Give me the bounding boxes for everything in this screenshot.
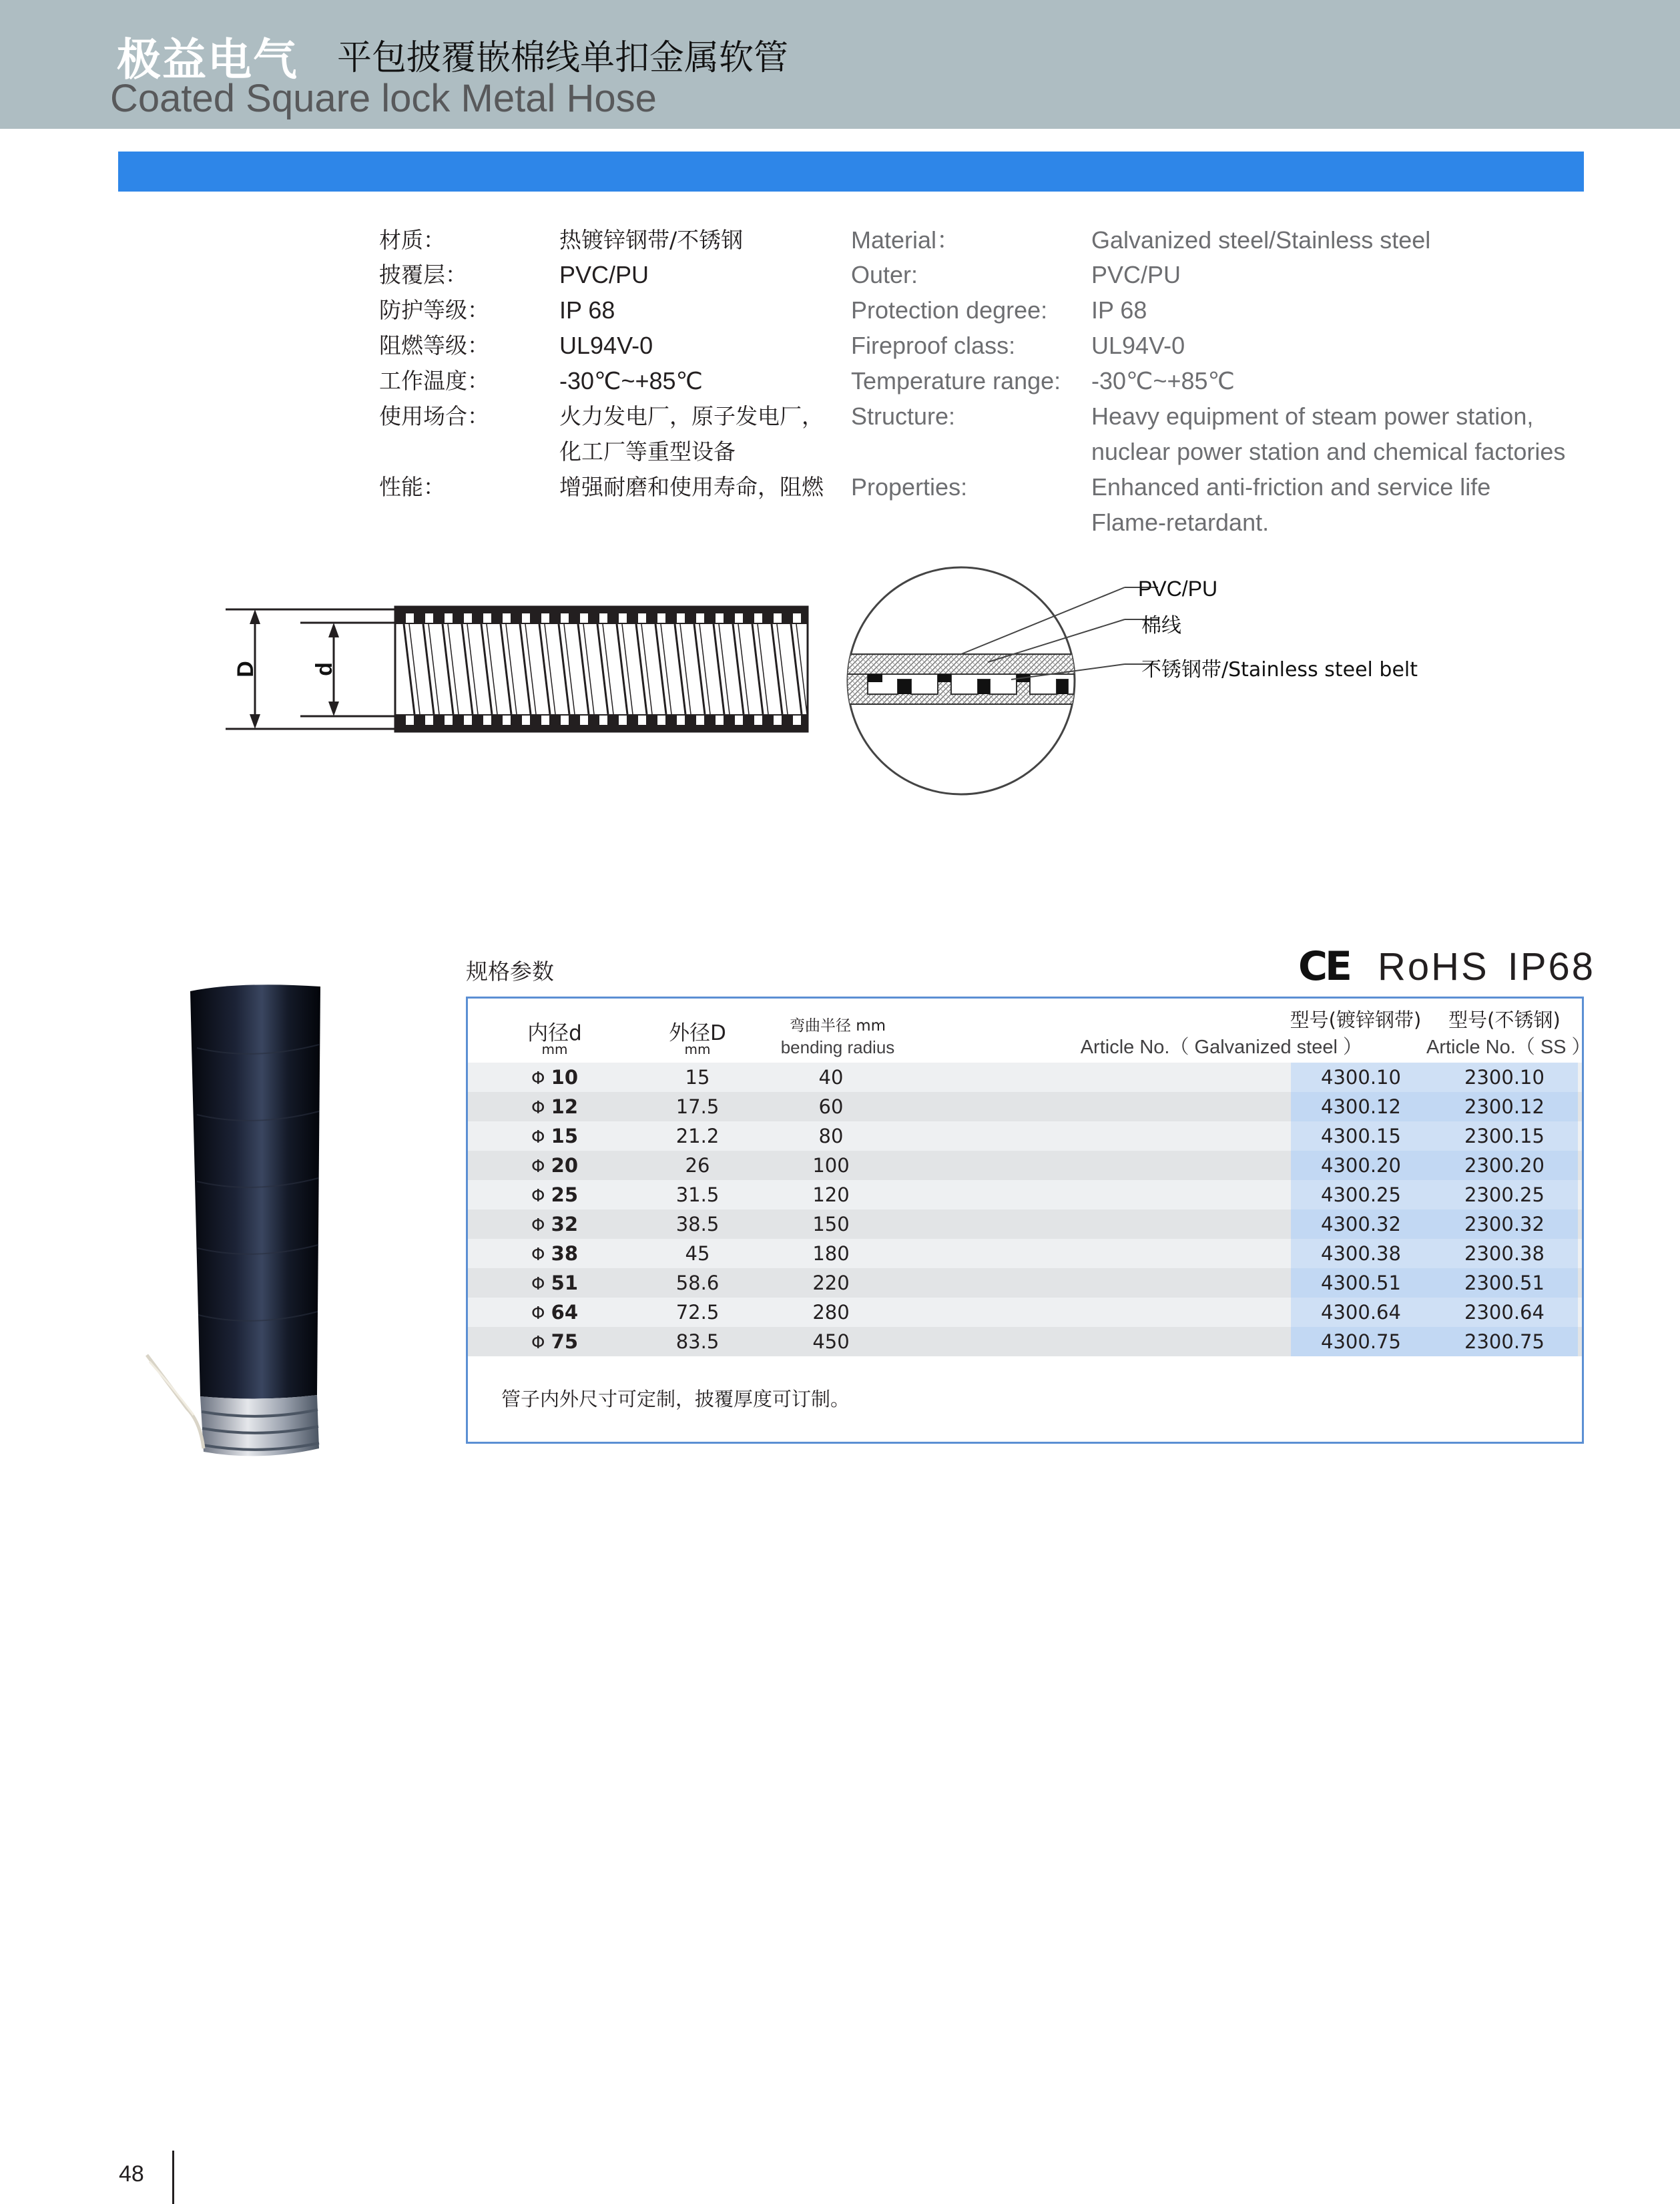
header-outer-diameter: 外径D xyxy=(669,1021,726,1045)
cell-article-galvanized: 4300.51 xyxy=(1291,1268,1431,1298)
hose-rib-gap xyxy=(774,716,782,725)
phi-symbol: Φ xyxy=(531,1186,545,1206)
hose-rib-gap xyxy=(696,716,704,725)
table-row xyxy=(468,1092,1582,1121)
cell-outer-diameter: 38.5 xyxy=(675,1213,720,1235)
hose-rib-gap xyxy=(483,716,491,725)
inner-diameter-value: 15 xyxy=(551,1125,579,1147)
prop-value-en: nuclear power station and chemical factories xyxy=(1091,438,1566,465)
hose-rib-gap xyxy=(522,613,530,623)
spec-table-body xyxy=(468,1063,1582,1356)
hose-rib-gap xyxy=(754,613,762,623)
cell-inner-diameter xyxy=(508,1239,601,1268)
hose-rib-gap xyxy=(638,613,646,623)
spec-note: 管子内外尺寸可定制，披覆厚度可订制。 xyxy=(501,1388,850,1410)
prop-value-zh: 增强耐磨和使用寿命，阻燃 xyxy=(559,474,824,500)
prop-label-en: Properties: xyxy=(851,473,968,501)
cell-inner-diameter xyxy=(508,1180,601,1209)
prop-value-en: UL94V-0 xyxy=(1091,332,1185,359)
hose-rib-gap xyxy=(425,613,433,623)
table-row xyxy=(468,1268,1582,1298)
hose-rib-gap xyxy=(735,716,743,725)
hose-rib-gap xyxy=(503,716,511,725)
cell-inner-diameter xyxy=(508,1327,601,1356)
cell-article-galvanized: 4300.38 xyxy=(1291,1239,1431,1268)
cell-article-ss: 2300.38 xyxy=(1431,1239,1578,1268)
cell-article-ss: 2300.20 xyxy=(1431,1151,1578,1180)
cell-article-ss: 2300.10 xyxy=(1431,1063,1578,1092)
prop-value-en: IP 68 xyxy=(1091,296,1147,324)
cell-outer-diameter: 83.5 xyxy=(675,1330,720,1353)
header-outer-diameter-unit: mm xyxy=(684,1041,711,1057)
cell-outer-diameter: 72.5 xyxy=(675,1301,720,1324)
prop-label-en: Temperature range: xyxy=(851,367,1061,394)
header-inner-diameter-unit: mm xyxy=(541,1041,568,1057)
cell-bending-radius: 220 xyxy=(812,1272,850,1294)
prop-value-en: Flame-retardant. xyxy=(1091,509,1270,536)
phi-symbol: Φ xyxy=(531,1098,545,1118)
table-row xyxy=(468,1151,1582,1180)
hose-dimension-diagram xyxy=(220,597,821,748)
cell-bending-radius: 450 xyxy=(812,1330,850,1353)
header-galvanized-en: Article No.（ Galvanized steel ） xyxy=(1080,1037,1362,1058)
cell-bending-radius: 180 xyxy=(812,1242,850,1265)
header-inner-diameter: 内径d xyxy=(527,1021,582,1045)
cell-article-galvanized: 4300.20 xyxy=(1291,1151,1431,1180)
hose-rib-gap xyxy=(445,716,453,725)
ip68-cert: IP68 xyxy=(1507,944,1596,989)
hose-rib-gap xyxy=(657,613,665,623)
cell-article-ss: 2300.25 xyxy=(1431,1180,1578,1209)
hose-rib-gap xyxy=(677,613,685,623)
hose-rib-gap xyxy=(483,613,491,623)
prop-value-zh: 化工厂等重型设备 xyxy=(559,439,736,465)
hose-rib-gap xyxy=(696,613,704,623)
cell-inner-diameter xyxy=(508,1092,601,1121)
inner-diameter-value: 64 xyxy=(551,1301,579,1324)
hose-rib-gap xyxy=(599,716,607,725)
cell-inner-diameter xyxy=(508,1063,601,1092)
hose-rib-gap xyxy=(735,613,743,623)
phi-symbol: Φ xyxy=(531,1333,545,1353)
cell-bending-radius: 150 xyxy=(812,1213,850,1235)
hose-rib-gap xyxy=(580,716,588,725)
hose-rib-gap xyxy=(541,716,549,725)
phi-symbol: Φ xyxy=(531,1157,545,1177)
prop-label-zh: 阻燃等级： xyxy=(379,332,489,358)
hose-rib-gap xyxy=(657,716,665,725)
cell-bending-radius: 60 xyxy=(818,1095,844,1118)
prop-label-zh: 防护等级： xyxy=(379,297,489,323)
cell-inner-diameter xyxy=(508,1121,601,1151)
cell-outer-diameter: 17.5 xyxy=(675,1095,720,1118)
prop-label-zh: 性能： xyxy=(379,474,445,500)
cell-outer-diameter: 21.2 xyxy=(675,1125,720,1147)
prop-value-zh: PVC/PU xyxy=(559,261,649,288)
hose-rib-gap xyxy=(754,716,762,725)
hose-rib-gap xyxy=(445,613,453,623)
hose-side-view xyxy=(220,597,821,748)
outer-diameter-label: D xyxy=(232,661,258,677)
prop-value-zh: 火力发电厂，原子发电厂， xyxy=(559,403,824,429)
hose-rib-gap xyxy=(503,613,511,623)
table-row xyxy=(468,1327,1582,1356)
hose-rib-gap xyxy=(561,716,569,725)
table-row xyxy=(468,1063,1582,1092)
cell-outer-diameter: 31.5 xyxy=(675,1183,720,1206)
cell-bending-radius: 40 xyxy=(818,1066,844,1089)
cell-outer-diameter: 58.6 xyxy=(675,1272,720,1294)
product-photo xyxy=(140,981,340,1488)
prop-value-en: Galvanized steel/Stainless steel xyxy=(1091,226,1431,254)
phi-symbol: Φ xyxy=(531,1069,545,1089)
hose-rib-gap xyxy=(793,613,801,623)
hose-rib-gap xyxy=(522,716,530,725)
prop-label-en: Protection degree: xyxy=(851,296,1048,324)
hose-rib-gap xyxy=(793,716,801,725)
prop-label-en: Outer: xyxy=(851,261,918,288)
prop-value-en: Enhanced anti-friction and service life xyxy=(1091,473,1491,501)
phi-symbol: Φ xyxy=(531,1245,545,1265)
page-divider xyxy=(172,2151,174,2204)
prop-value-zh: 热镀锌钢带/不锈钢 xyxy=(559,227,744,253)
hose-rib-gap xyxy=(406,716,414,725)
phi-symbol: Φ xyxy=(531,1274,545,1294)
prop-label-en: Fireproof class: xyxy=(851,332,1016,359)
spec-section-title: 规格参数 xyxy=(466,958,554,985)
hose-rib-gap xyxy=(619,716,627,725)
cell-article-galvanized: 4300.75 xyxy=(1291,1327,1431,1356)
cell-bending-radius: 280 xyxy=(812,1301,850,1324)
hose-rib-gap xyxy=(774,613,782,623)
cell-outer-diameter: 15 xyxy=(685,1066,710,1089)
cell-article-ss: 2300.12 xyxy=(1431,1092,1578,1121)
prop-value-en: PVC/PU xyxy=(1091,261,1181,288)
cell-article-galvanized: 4300.15 xyxy=(1291,1121,1431,1151)
cell-bending-radius: 100 xyxy=(812,1154,850,1177)
cross-section-diagram xyxy=(844,561,1512,801)
prop-value-zh: UL94V-0 xyxy=(559,332,653,359)
header-bending-radius-zh: 弯曲半径 mm xyxy=(789,1017,886,1035)
inner-diameter-value: 51 xyxy=(551,1272,579,1294)
hose-rib-gap xyxy=(619,613,627,623)
product-title-en: Coated Square lock Metal Hose xyxy=(110,77,657,120)
prop-value-en: Heavy equipment of steam power station, xyxy=(1091,402,1534,430)
cell-inner-diameter xyxy=(508,1209,601,1239)
cell-article-galvanized: 4300.10 xyxy=(1291,1063,1431,1092)
page-number: 48 xyxy=(119,2161,144,2187)
phi-symbol: Φ xyxy=(531,1304,545,1324)
prop-value-zh: IP 68 xyxy=(559,296,615,324)
hose-rib-gap xyxy=(716,613,724,623)
ce-mark-icon: CE xyxy=(1298,943,1350,990)
callout-pvc-pu: PVC/PU xyxy=(1138,577,1218,601)
inner-diameter-label: d xyxy=(311,662,337,676)
inner-diameter-value: 10 xyxy=(551,1066,579,1089)
phi-symbol: Φ xyxy=(531,1215,545,1235)
hose-photo-illustration xyxy=(140,981,340,1488)
cell-article-galvanized: 4300.25 xyxy=(1291,1180,1431,1209)
properties-section xyxy=(0,0,1680,547)
table-row xyxy=(468,1298,1582,1327)
cell-article-ss: 2300.64 xyxy=(1431,1298,1578,1327)
hose-rib-gap xyxy=(677,716,685,725)
cell-outer-diameter: 26 xyxy=(685,1154,710,1177)
prop-label-zh: 材质： xyxy=(379,227,445,253)
hose-rib-gap xyxy=(599,613,607,623)
prop-label-zh: 使用场合： xyxy=(379,403,489,429)
hose-rib-gap xyxy=(638,716,646,725)
cell-bending-radius: 120 xyxy=(812,1183,850,1206)
callout-steel-belt: 不锈钢带/Stainless steel belt xyxy=(1141,658,1418,681)
cell-article-ss: 2300.15 xyxy=(1431,1121,1578,1151)
prop-label-en: Structure: xyxy=(851,402,956,430)
header-ss-en: Article No.（ SS ） xyxy=(1426,1037,1591,1058)
hose-rib-gap xyxy=(425,716,433,725)
product-title-zh: 平包披覆嵌棉线单扣金属软管 xyxy=(337,38,789,78)
hose-rib-gap xyxy=(406,613,414,623)
inner-diameter-value: 12 xyxy=(551,1095,579,1118)
table-row xyxy=(468,1121,1582,1151)
header-ss-zh: 型号(不锈钢) xyxy=(1448,1009,1561,1031)
table-row xyxy=(468,1239,1582,1268)
cell-outer-diameter: 45 xyxy=(685,1242,710,1265)
inner-diameter-value: 32 xyxy=(551,1213,579,1235)
cell-bending-radius: 80 xyxy=(818,1125,844,1147)
inner-diameter-value: 75 xyxy=(551,1330,579,1353)
prop-label-en: Material： xyxy=(851,226,961,254)
table-row xyxy=(468,1209,1582,1239)
table-row xyxy=(468,1180,1582,1209)
cell-article-galvanized: 4300.32 xyxy=(1291,1209,1431,1239)
spec-table xyxy=(466,997,1591,1444)
cell-inner-diameter xyxy=(508,1268,601,1298)
hose-rib-gap xyxy=(464,716,472,725)
cell-article-ss: 2300.75 xyxy=(1431,1327,1578,1356)
cell-article-galvanized: 4300.64 xyxy=(1291,1298,1431,1327)
spec-note-area xyxy=(468,1356,1582,1442)
cell-inner-diameter xyxy=(508,1151,601,1180)
inner-diameter-value: 25 xyxy=(551,1183,579,1206)
header-bending-radius-en: bending radius xyxy=(780,1037,895,1057)
brand-name: 极益电气 xyxy=(117,34,298,85)
hose-rib-gap xyxy=(580,613,588,623)
prop-label-zh: 披覆层： xyxy=(379,262,467,288)
prop-label-zh: 工作温度： xyxy=(379,368,489,394)
hose-rib-gap xyxy=(464,613,472,623)
cell-inner-diameter xyxy=(508,1298,601,1327)
prop-value-en: -30℃~+85℃ xyxy=(1091,367,1235,394)
inner-diameter-value: 20 xyxy=(551,1154,579,1177)
hose-rib-gap xyxy=(716,716,724,725)
callout-cotton: 棉线 xyxy=(1141,614,1181,637)
inner-diameter-value: 38 xyxy=(551,1242,579,1265)
cell-article-ss: 2300.32 xyxy=(1431,1209,1578,1239)
header-galvanized-zh: 型号(镀锌钢带) xyxy=(1290,1009,1422,1031)
cell-article-galvanized: 4300.12 xyxy=(1291,1092,1431,1121)
phi-symbol: Φ xyxy=(531,1127,545,1147)
cell-article-ss: 2300.51 xyxy=(1431,1268,1578,1298)
rohs-cert: RoHS xyxy=(1378,944,1489,989)
prop-value-zh: -30℃~+85℃ xyxy=(559,367,703,394)
hose-rib-gap xyxy=(561,613,569,623)
certifications xyxy=(1298,940,1595,993)
hose-rib-gap xyxy=(541,613,549,623)
